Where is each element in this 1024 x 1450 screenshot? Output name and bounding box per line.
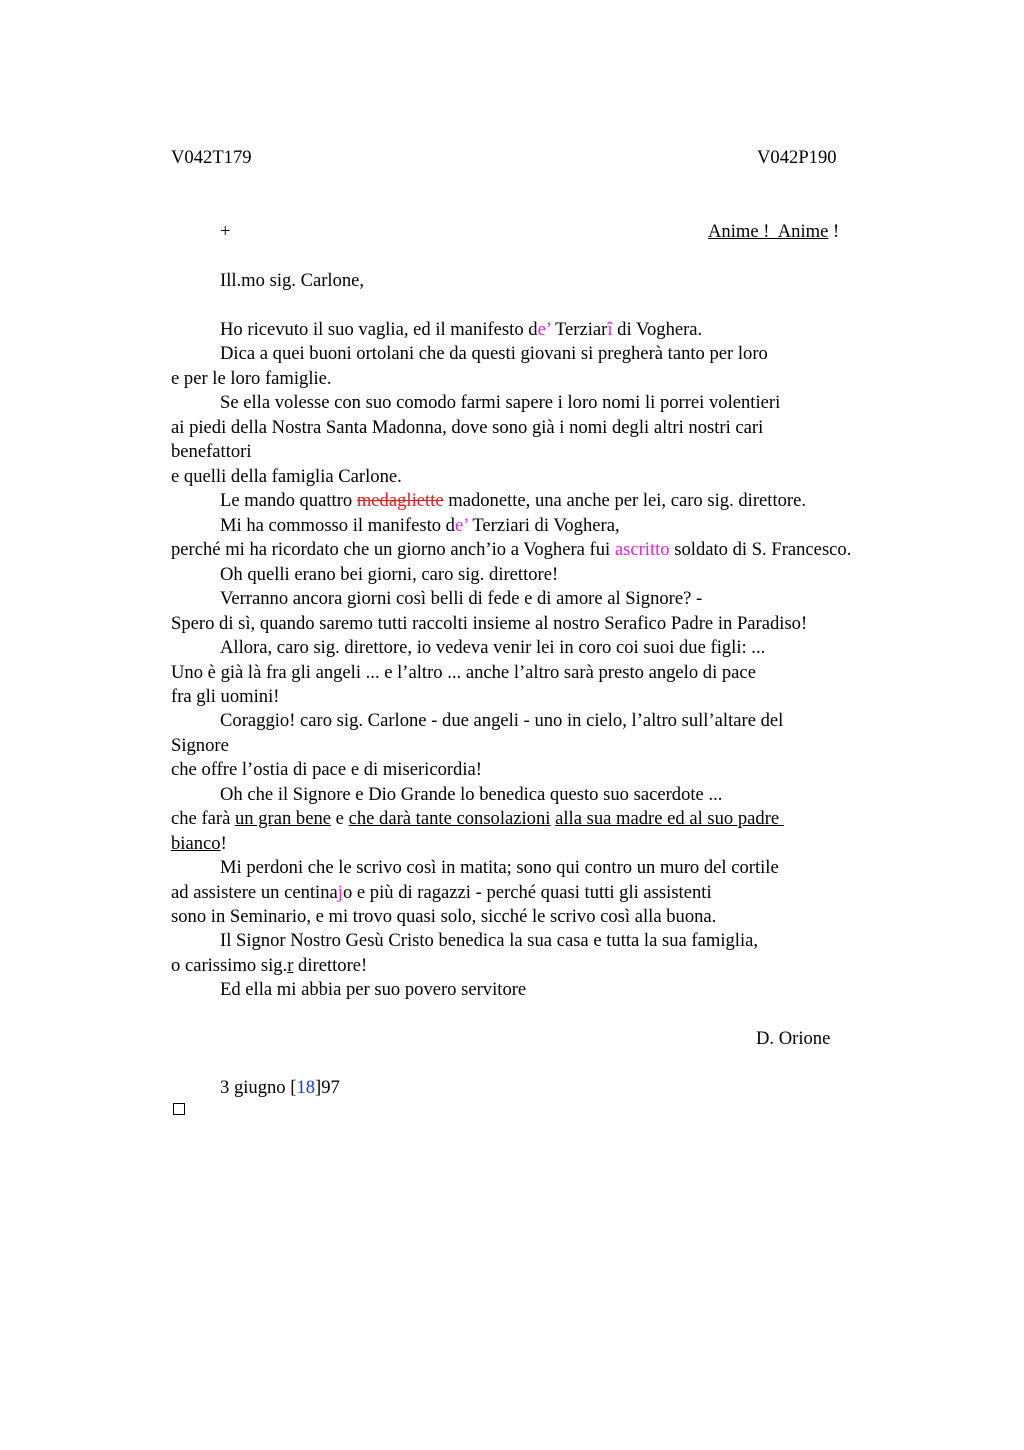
body-line-22: bianco! bbox=[171, 833, 227, 854]
body-line-24: ad assistere un centinajo e più di ragazzi - perché quasi tutti gli assistenti bbox=[171, 882, 712, 903]
signature: D. Orione bbox=[756, 1028, 831, 1049]
body-line-4: Se ella volesse con suo comodo farmi sapere i loro nomi li porrei volentieri bbox=[220, 392, 781, 413]
motto: Anime ! Anime ! bbox=[708, 221, 840, 242]
salutation: Ill.mo sig. Carlone, bbox=[220, 270, 365, 291]
body-line-18: Signore bbox=[171, 735, 229, 756]
body-line-9: Mi ha commosso il manifesto de’ Terziari di Voghera, bbox=[220, 515, 620, 536]
body-line-17: Coraggio! caro sig. Carlone - due angeli - uno in cielo, l’altro sull’altare del bbox=[220, 710, 784, 731]
checkbox-square-icon bbox=[173, 1103, 185, 1115]
cross-mark: + bbox=[220, 221, 231, 242]
date: 3 giugno [18]97 bbox=[220, 1077, 340, 1098]
header-left-code: V042T179 bbox=[171, 147, 252, 168]
header-right-code: V042P190 bbox=[757, 147, 837, 168]
struck-word: medagliette bbox=[356, 490, 444, 511]
body-line-5: ai piedi della Nostra Santa Madonna, dove sono già i nomi degli altri nostri cari bbox=[171, 417, 764, 438]
motto-underlined: Anime ! Anime bbox=[708, 221, 829, 242]
body-line-2: Dica a quei buoni ortolani che da questi giovani si pregherà tanto per loro bbox=[220, 343, 768, 364]
body-line-13: Spero di sì, quando saremo tutti raccolti insieme al nostro Serafico Padre in Paradiso! bbox=[171, 613, 808, 634]
body-line-25: sono in Seminario, e mi trovo quasi solo, sicché le scrivo così alla buona. bbox=[171, 906, 717, 927]
body-line-7: e quelli della famiglia Carlone. bbox=[171, 466, 402, 487]
body-line-19: che offre l’ostia di pace e di misericordia! bbox=[171, 759, 482, 780]
body-line-23: Mi perdoni che le scrivo così in matita; sono qui contro un muro del cortile bbox=[220, 857, 779, 878]
body-line-28: Ed ella mi abbia per suo povero servitore bbox=[220, 979, 527, 1000]
body-line-12: Verranno ancora giorni così belli di fede e di amore al Signore? - bbox=[220, 588, 703, 609]
body-line-3: e per le loro famiglie. bbox=[171, 368, 332, 389]
body-line-21: che farà un gran bene e che darà tante consolazioni alla sua madre ed al suo padre bbox=[171, 808, 784, 829]
body-line-6: benefattori bbox=[171, 441, 252, 462]
body-line-27: o carissimo sig.r direttore! bbox=[171, 955, 368, 976]
body-line-26: Il Signor Nostro Gesù Cristo benedica la sua casa e tutta la sua famiglia, bbox=[220, 930, 759, 951]
body-line-16: fra gli uomini! bbox=[171, 686, 280, 707]
body-line-20: Oh che il Signore e Dio Grande lo benedica questo suo sacerdote ... bbox=[220, 784, 723, 805]
body-line-11: Oh quelli erano bei giorni, caro sig. direttore! bbox=[220, 564, 559, 585]
body-line-10: perché mi ha ricordato che un giorno anch’io a Voghera fui ascritto soldato di S. Francesco. bbox=[171, 539, 852, 560]
body-line-14: Allora, caro sig. direttore, io vedeva venir lei in coro coi suoi due figli: ... bbox=[220, 637, 766, 658]
body-line-1: Ho ricevuto il suo vaglia, ed il manifesto de’ Terziarî di Voghera. bbox=[220, 319, 703, 340]
body-line-15: Uno è già là fra gli angeli ... e l’altro ... anche l’altro sarà presto angelo di pace bbox=[171, 662, 756, 683]
body-line-8: Le mando quattro medagliette madonette, una anche per lei, caro sig. direttore. bbox=[220, 490, 807, 511]
